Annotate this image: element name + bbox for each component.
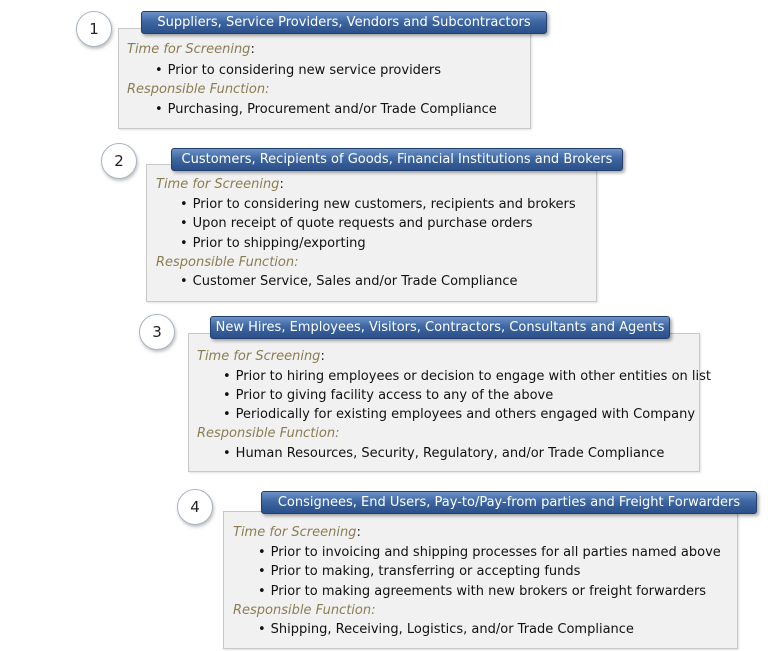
- responsible-item: • Customer Service, Sales and/or Trade Compliance: [180, 272, 518, 291]
- section-number-badge: 4: [177, 489, 213, 525]
- responsible-item: • Shipping, Receiving, Logistics, and/or Trade Compliance: [258, 620, 634, 639]
- time-item: • Upon receipt of quote requests and purchase orders: [180, 214, 533, 233]
- time-item: • Prior to considering new service providers: [155, 61, 441, 80]
- time-item: • Prior to giving facility access to any of the above: [223, 386, 553, 405]
- responsible-item: • Purchasing, Procurement and/or Trade Compliance: [155, 100, 497, 119]
- time-item: • Prior to hiring employees or decision to engage with other entities on list: [223, 367, 711, 386]
- time-item: • Prior to shipping/exporting: [180, 234, 366, 253]
- section-title-banner: Customers, Recipients of Goods, Financial Institutions and Brokers: [171, 148, 623, 171]
- responsible-function-label: Responsible Function:: [156, 255, 299, 270]
- section-title-banner: Suppliers, Service Providers, Vendors and Subcontractors: [141, 11, 547, 34]
- time-item: • Prior to considering new customers, recipients and brokers: [180, 195, 576, 214]
- time-item: • Prior to invoicing and shipping processes for all parties named above: [258, 543, 721, 562]
- responsible-item: • Human Resources, Security, Regulatory, and/or Trade Compliance: [223, 444, 664, 463]
- section-number-badge: 3: [139, 314, 175, 350]
- responsible-function-label: Responsible Function:: [197, 426, 340, 441]
- section-number-badge: 2: [101, 143, 137, 179]
- time-for-screening-label: Time for Screening:: [197, 349, 325, 364]
- section-title-banner: Consignees, End Users, Pay-to/Pay-from parties and Freight Forwarders: [261, 491, 757, 514]
- time-item: • Prior to making, transferring or accepting funds: [258, 562, 580, 581]
- time-item: • Periodically for existing employees and others engaged with Company: [223, 405, 695, 424]
- section-title-banner: New Hires, Employees, Visitors, Contractors, Consultants and Agents: [210, 316, 670, 339]
- time-item: • Prior to making agreements with new brokers or freight forwarders: [258, 582, 706, 601]
- time-for-screening-label: Time for Screening:: [127, 42, 255, 57]
- responsible-function-label: Responsible Function:: [233, 603, 376, 618]
- time-for-screening-label: Time for Screening:: [156, 177, 284, 192]
- section-number-badge: 1: [76, 11, 112, 47]
- time-for-screening-label: Time for Screening:: [233, 525, 361, 540]
- responsible-function-label: Responsible Function:: [127, 82, 270, 97]
